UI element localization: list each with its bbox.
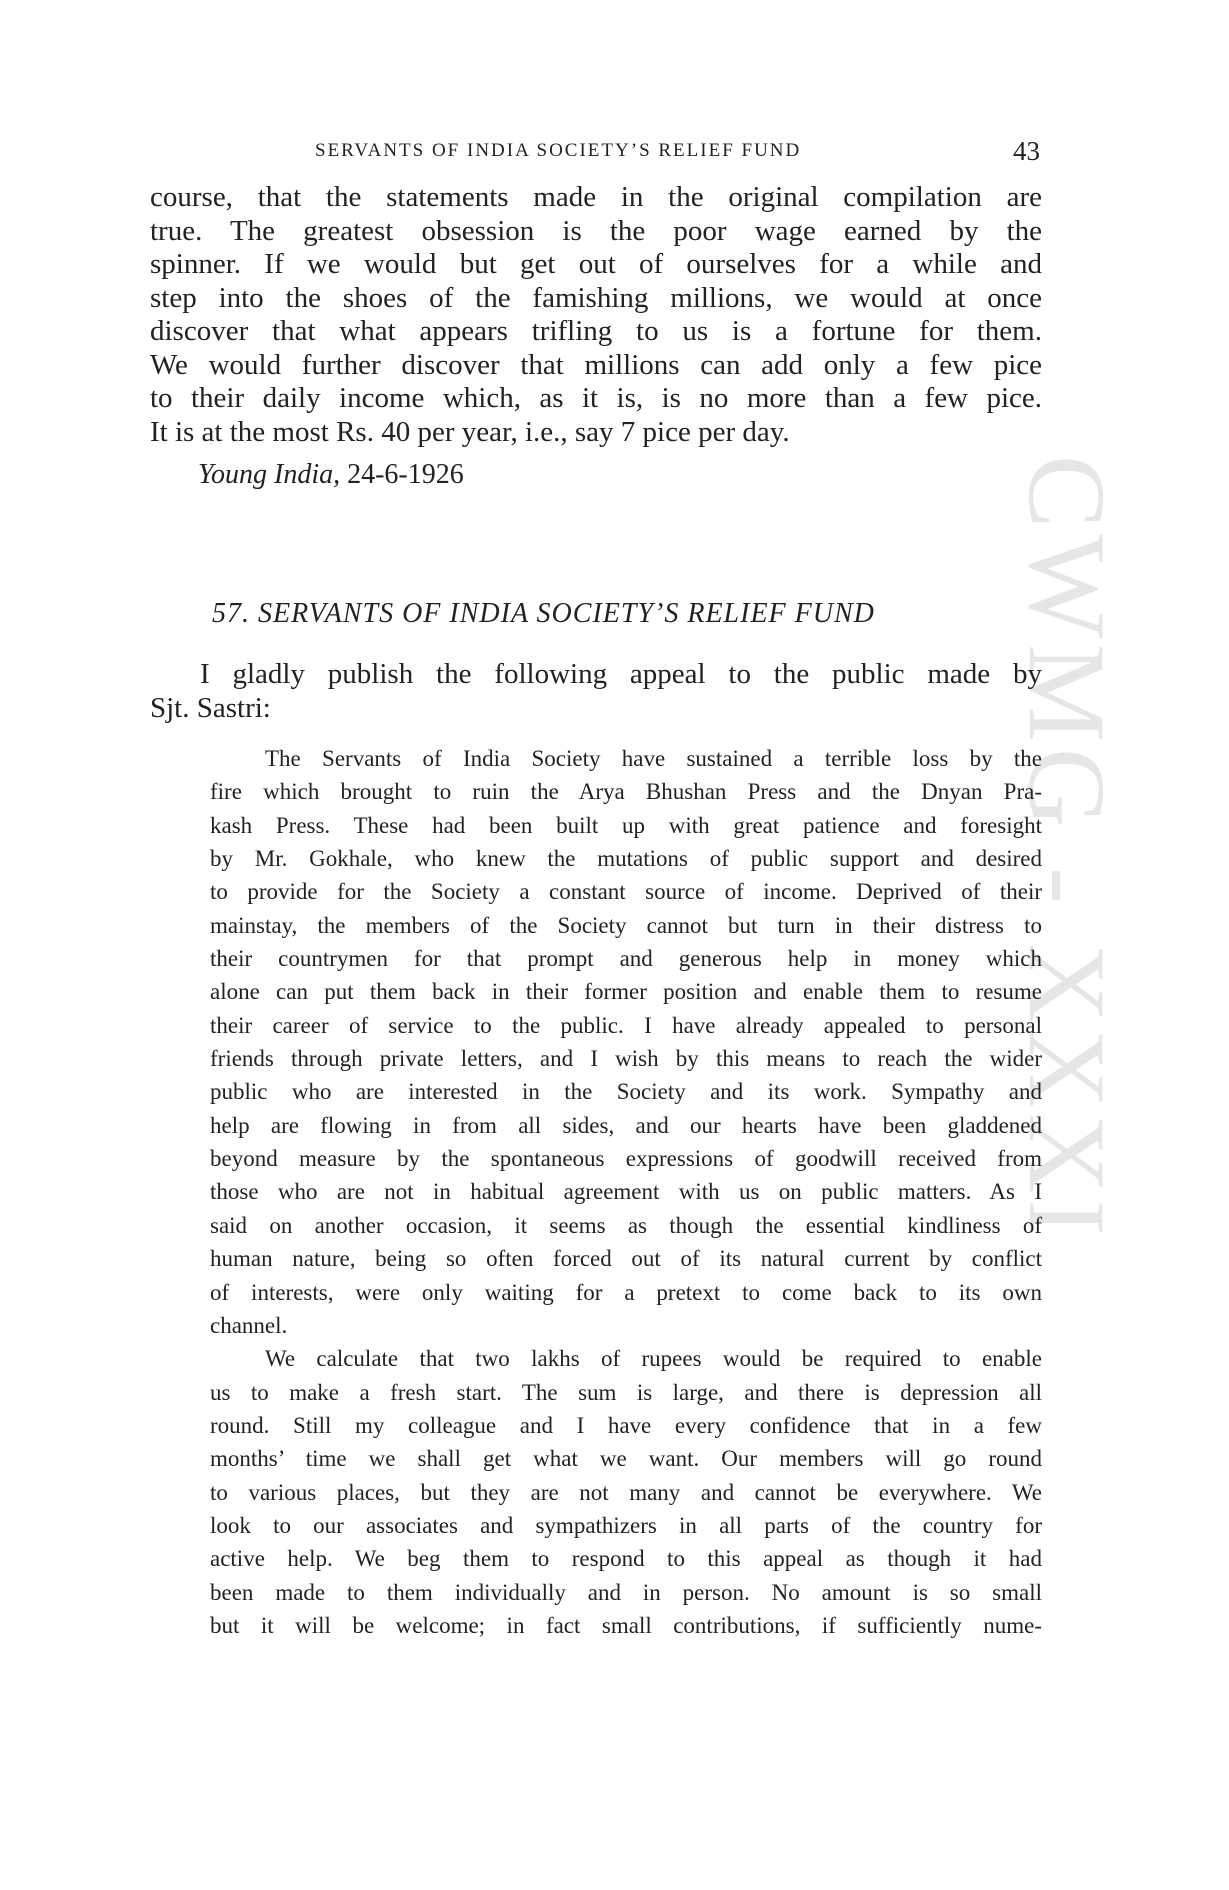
text-line: fire which brought to ruin the Arya Bhushan Press and the Dnyan Pra- (210, 779, 1042, 805)
text-line: us to make a fresh start. The sum is large, and there is depression all (210, 1379, 1042, 1405)
text-line: but it will be welcome; in fact small contributions, if sufficiently nume- (210, 1612, 1042, 1638)
watermark: CWMG - XXXI (1006, 455, 1128, 1243)
text-line: to various places, but they are not many and cannot be everywhere. We (210, 1479, 1042, 1505)
text-line: beyond measure by the spontaneous expressions of goodwill received from (210, 1146, 1042, 1172)
running-title: SERVANTS OF INDIA SOCIETY’S RELIEF FUND (315, 140, 802, 161)
citation-date: 24-6-1926 (347, 459, 464, 490)
text-line: true. The greatest obsession is the poor wage earned by the (150, 214, 1042, 247)
text-line: kash Press. These had been built up with great patience and foresight (210, 812, 1042, 838)
text-line: help are flowing in from all sides, and our hearts have been gladdened (210, 1112, 1042, 1138)
text-line: alone can put them back in their former position and enable them to resume (210, 979, 1042, 1005)
section-title: 57. SERVANTS OF INDIA SOCIETY’S RELIEF FUND (212, 598, 875, 629)
text-line: spinner. If we would but get out of ourselves for a while and (150, 248, 1042, 280)
text-line: months’ time we shall get what we want. Our members will go round (210, 1446, 1042, 1472)
text-line: to provide for the Society a constant source of income. Deprived of their (210, 879, 1042, 905)
text-line: I gladly publish the following appeal to the public made by (200, 658, 1042, 690)
citation (198, 459, 464, 491)
text-line: We would further discover that millions can add only a few pice (150, 348, 1042, 381)
text-line: round. Still my colleague and I have every confidence that in a few (210, 1412, 1042, 1438)
text-line: friends through private letters, and I wish by this means to reach the wider (210, 1046, 1042, 1072)
text-line: by Mr. Gokhale, who knew the mutations of public support and desired (210, 846, 1042, 872)
text-line: course, that the statements made in the original compilation are (150, 181, 1042, 213)
text-line: Sjt. Sastri: (150, 692, 271, 724)
text-line: been made to them individually and in person. No amount is so small (210, 1579, 1042, 1605)
continued-paragraph (150, 181, 1042, 449)
text-line: look to our associates and sympathizers in all parts of the country for (210, 1512, 1042, 1538)
text-line: to their daily income which, as it is, is no more than a few pice. (150, 382, 1042, 414)
citation-source: Young India, (198, 459, 341, 490)
intro-paragraph (150, 657, 1042, 725)
text-line: of interests, were only waiting for a pretext to come back to its own (210, 1279, 1042, 1305)
text-line: The Servants of India Society have sustained a terrible loss by the (265, 746, 1042, 771)
text-line: their career of service to the public. I have already appealed to personal (210, 1012, 1042, 1038)
running-head (150, 136, 1040, 176)
text-line: mainstay, the members of the Society cannot but turn in their distress to (210, 912, 1042, 938)
text-line: said on another occasion, it seems as though the essential kindliness of (210, 1212, 1042, 1238)
text-line: those who are not in habitual agreement with us on public matters. As I (210, 1179, 1042, 1205)
text-line: human nature, being so often forced out of its natural current by conflict (210, 1246, 1042, 1272)
page-number: 43 (1013, 136, 1040, 166)
text-line: public who are interested in the Society and its work. Sympathy and (210, 1079, 1042, 1105)
text-line: step into the shoes of the famishing millions, we would at once (150, 281, 1042, 314)
text-line: their countrymen for that prompt and generous help in money which (210, 946, 1042, 972)
quoted-appeal (210, 742, 1042, 1642)
text-line: discover that what appears trifling to us is a fortune for them. (150, 315, 1042, 347)
text-line: We calculate that two lakhs of rupees would be required to enable (265, 1346, 1042, 1372)
text-line: channel. (210, 1312, 288, 1338)
text-line: It is at the most Rs. 40 per year, i.e., say 7 pice per day. (150, 415, 790, 448)
text-line: active help. We beg them to respond to this appeal as though it had (210, 1546, 1042, 1572)
